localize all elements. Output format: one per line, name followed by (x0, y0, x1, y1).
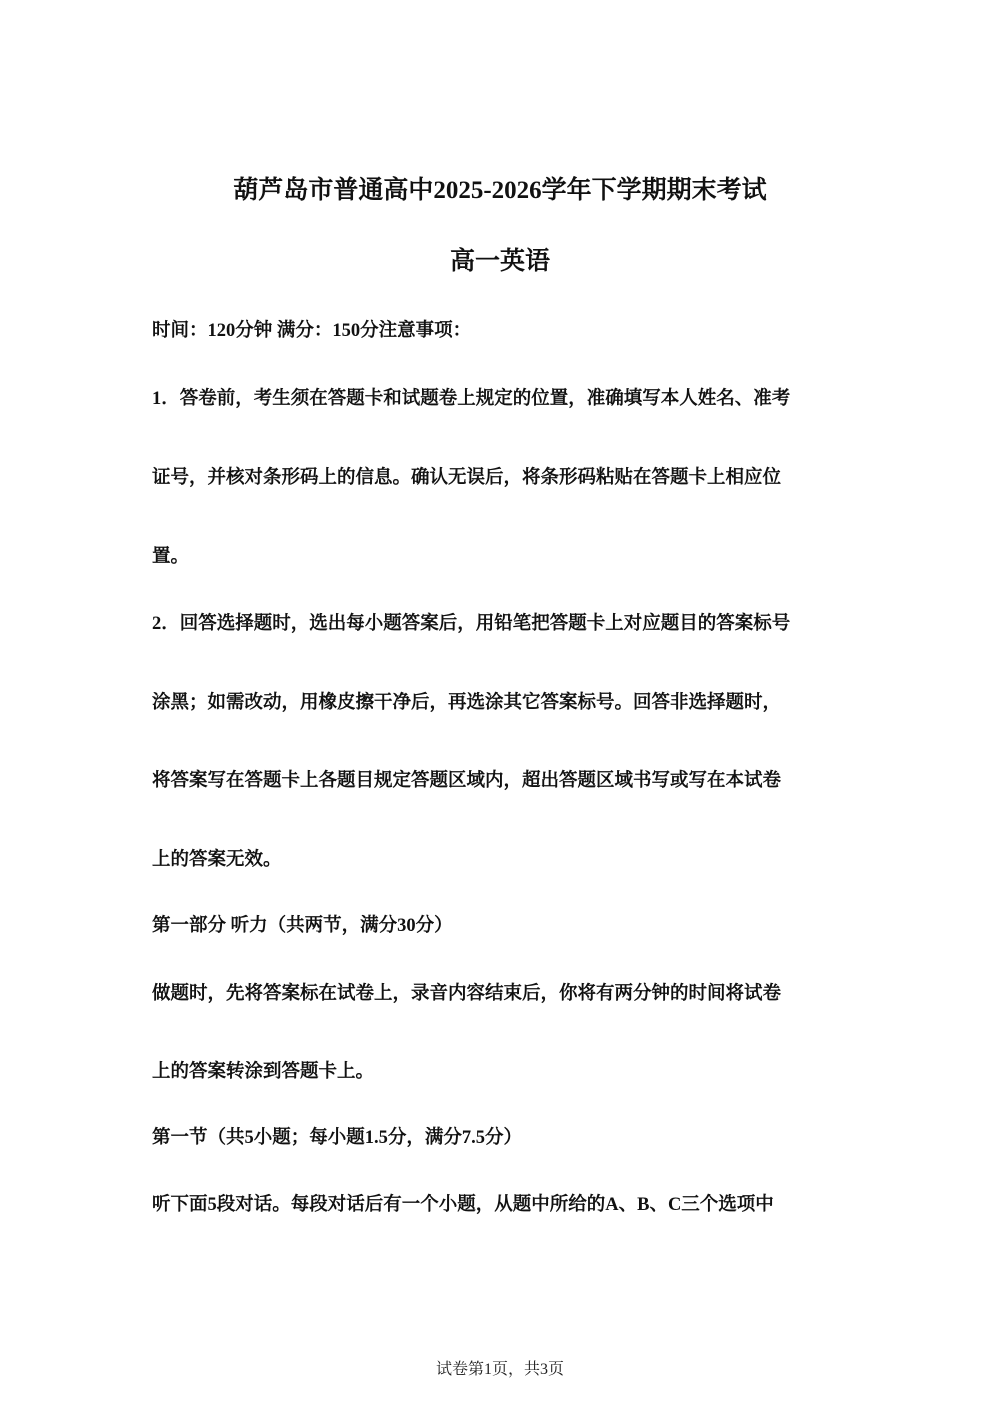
instruction-2-line-2: 涂黑；如需改动，用橡皮擦干净后，再选涂其它答案标号。回答非选择题时， (152, 693, 782, 713)
instruction-1-line-3: 置。 (152, 547, 190, 567)
listening-instruction-line-1: 做题时，先将答案标在试卷上，录音内容结束后，你将有两分钟的时间将试卷 (152, 984, 782, 1004)
exam-title: 葫芦岛市普通高中2025-2026学年下学期期末考试 (233, 177, 767, 204)
instruction-2-line-3: 将答案写在答题卡上各题目规定答题区域内，超出答题区域书写或写在本试卷 (152, 771, 782, 791)
instruction-1-line-2: 证号，并核对条形码上的信息。确认无误后，将条形码粘贴在答题卡上相应位 (152, 468, 782, 488)
section-one-heading: 第一节（共5小题；每小题1.5分，满分7.5分） (152, 1128, 523, 1148)
exam-subject: 高一英语 (449, 248, 550, 275)
listening-instruction-line-2: 上的答案转涂到答题卡上。 (152, 1062, 375, 1082)
section-one-instruction-line-1: 听下面5段对话。每段对话后有一个小题，从题中所给的A、B、C三个选项中 (152, 1195, 774, 1215)
instruction-2-line-1: 2．回答选择题时，选出每小题答案后，用铅笔把答题卡上对应题目的答案标号 (152, 614, 791, 634)
instruction-2-line-4: 上的答案无效。 (152, 850, 282, 870)
exam-info-line: 时间：120分钟 满分：150分注意事项： (152, 321, 472, 341)
section-part-one-heading: 第一部分 听力（共两节，满分30分） (152, 916, 453, 936)
instruction-1-line-1: 1．答卷前，考生须在答题卡和试题卷上规定的位置，准确填写本人姓名、准考 (152, 389, 791, 409)
page-footer: 试卷第1页，共3页 (435, 1361, 564, 1378)
